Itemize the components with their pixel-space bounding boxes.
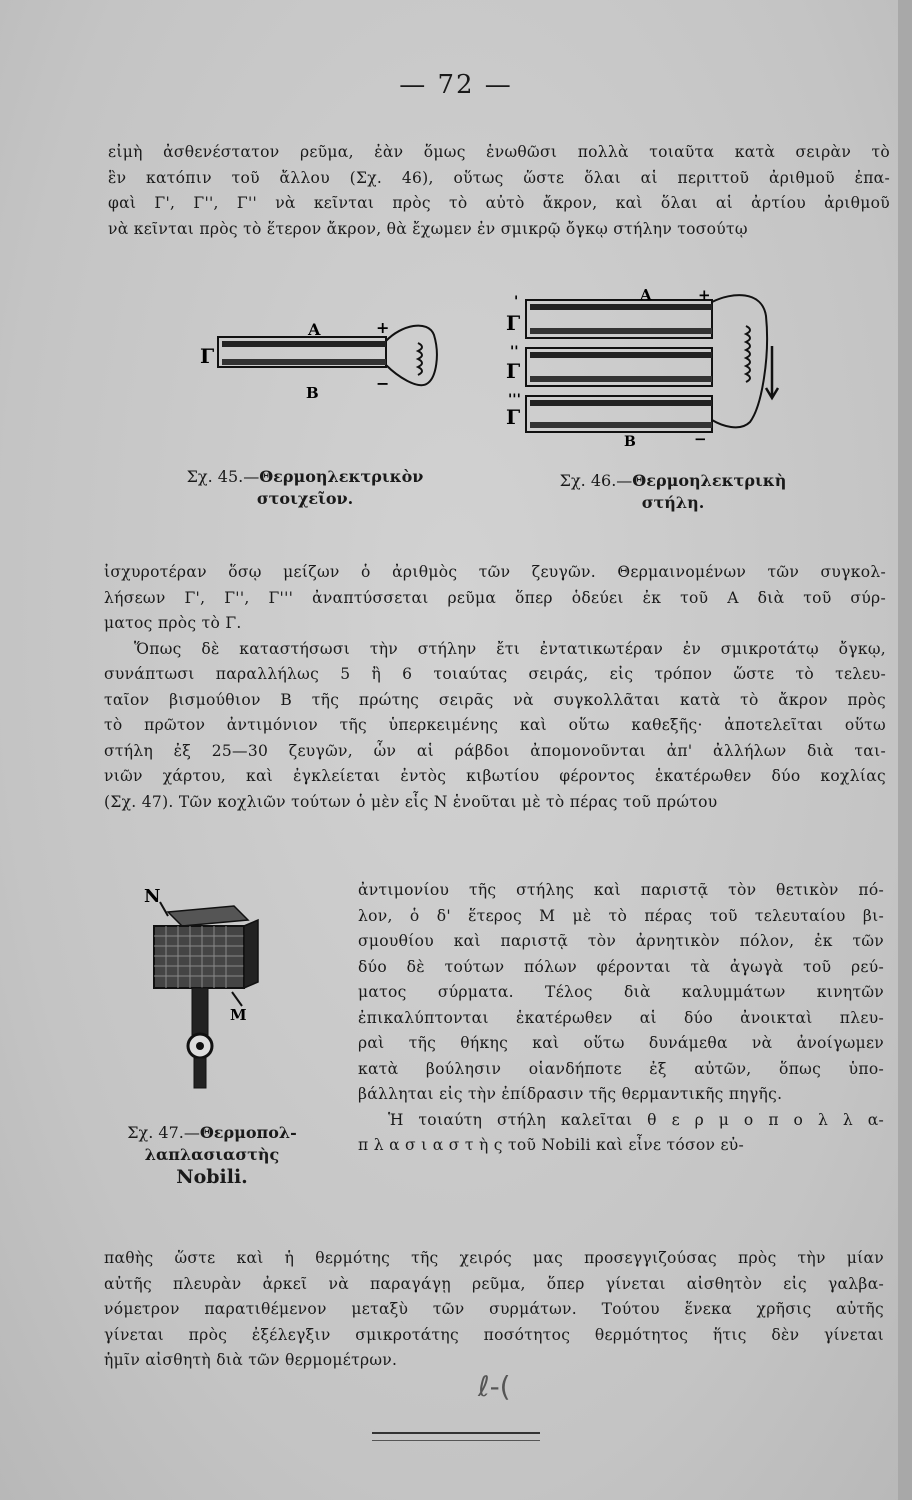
text-line: ἰσχυροτέραν ὅσῳ μείζων ὁ ἀριθμὸς τῶν ζευγῶν. Θερμαινομένων τῶν συγκολ- xyxy=(104,563,886,581)
fig46-label-plus: + xyxy=(698,286,711,304)
text-line: Ὅπως δὲ καταστήσωσι τὴν στήλην ἔτι ἐντατικωτέραν ἐν σμικροτάτῳ ὄγκῳ, xyxy=(134,639,886,658)
figure-46-caption: Σχ. 46.—Θερμοηλεκτρικὴ στήλη. xyxy=(559,471,787,512)
text-line: π λ α σ ι α σ τ ὴ ς τοῦ Nobili καὶ εἶνε τόσον εὐ- xyxy=(358,1136,745,1154)
text-line: νόμετρον παρατιθέμενον μεταξὺ τῶν συρμάτων. Τούτου ἕνεκα χρῆσις αὐτῆς xyxy=(104,1300,884,1318)
figure-45-thermocouple xyxy=(196,305,446,405)
marginal-note: ℓ-( xyxy=(478,1370,511,1403)
fig45-label-alpha: Α xyxy=(308,320,321,339)
text-line: κατὰ βούλησιν οἱανδήποτε ἐξ αὐτῶν, ὅπως ὑπο- xyxy=(358,1059,884,1078)
side-paragraph xyxy=(358,878,884,1159)
svg-text:': ' xyxy=(514,294,519,310)
text-line: λήσεων Γ', Γ'', Γ''' ἀναπτύσσεται ρεῦμα ὅπερ ὁδεύει ἐκ τοῦ Α διὰ τοῦ σύρ- xyxy=(104,588,886,607)
text-line: δύο δὲ τούτων πόλων φέρονται τὰ ἀγωγὰ τοῦ ρεύ- xyxy=(358,957,884,976)
text-line: ταῖον βισμούθιον Β τῆς πρώτης σειρᾶς νὰ συγκολλᾶται κατὰ τὸ ἄκρον πρὸς xyxy=(104,690,886,709)
text-line: φαὶ Γ', Γ'', Γ'' νὰ κεῖνται πρὸς τὸ αὐτὸ ἄκρον, καὶ ὅλαι αἱ ἀρτίου ἀριθμοῦ xyxy=(108,194,890,212)
text-line: σμουθίου καὶ παριστᾷ τὸν ἀρνητικὸν πόλον, ἐκ τῶν xyxy=(358,932,884,950)
fig47-label-n: N xyxy=(144,886,161,907)
fig47-label-m: M xyxy=(230,1006,247,1024)
page-edge xyxy=(898,0,912,1500)
text-line: νιῶν χάρτου, καὶ ἐγκλείεται ἐντὸς κιβωτίου φέροντος ἑκατέρωθεν δύο κοχλίας xyxy=(104,767,886,785)
fig46-label-alpha: Α xyxy=(640,286,652,304)
text-line: (Σχ. 47). Τῶν κοχλιῶν τούτων ὁ μὲν εἷς Ν ἑνοῦται μὲ τὸ πέρας τοῦ πρώτου xyxy=(104,792,718,811)
text-line: παθὴς ὥστε καὶ ἡ θερμότης τῆς χειρός μας προσεγγιζούσας πρὸς τὴν μίαν xyxy=(104,1249,884,1267)
text-line: ματος σύρματα. Τέλος διὰ καλυμμάτων κινητῶν xyxy=(358,983,884,1001)
text-line: ἀντιμονίου τῆς στήλης καὶ παριστᾷ τὸν θετικὸν πό- xyxy=(358,881,884,899)
text-line: ἐπικαλύπτονται ἑκατέρωθεν αἱ δύο ἀνοικταὶ πλευ- xyxy=(358,1008,884,1027)
fig46-label-gamma-2: Γ xyxy=(506,359,521,383)
page-number: — 72 — xyxy=(399,70,513,100)
middle-paragraph xyxy=(104,560,886,815)
fig45-label-gamma: Γ xyxy=(200,344,215,368)
fig45-label-plus: + xyxy=(376,318,390,337)
text-line: Ἡ τοιαύτη στήλη καλεῖται θ ε ρ μ ο π ο λ λ α- xyxy=(388,1110,884,1129)
figure-47-caption: Σχ. 47.—Θερμοπολ- λαπλασιαστὴς Nobili. xyxy=(127,1123,297,1188)
fig46-label-gamma-1: Γ xyxy=(506,311,521,335)
text-line: γίνεται πρὸς ἐξέλεγξιν σμικροτάτης ποσότητος θερμότητος ἥτις δὲν γίνεται xyxy=(104,1325,884,1344)
figure-46-thermopile xyxy=(500,286,800,446)
text-line: ἡμῖν αἰσθητὴ διὰ τῶν θερμομέτρων. xyxy=(104,1351,398,1369)
figure-45-caption: Σχ. 45.—Θερμοηλεκτρικὸν στοιχεῖον. xyxy=(186,467,424,508)
fig45-label-minus: − xyxy=(376,374,390,393)
text-line: νὰ κεῖνται πρὸς τὸ ἕτερον ἄκρον, θὰ ἔχωμεν ἐν σμικρῷ ὄγκῳ στήλην τοσούτῳ xyxy=(108,219,748,238)
fig46-label-gamma-3: Γ xyxy=(506,405,521,429)
closing-rule xyxy=(372,1432,540,1441)
text-line: ἓν κατόπιν τοῦ ἄλλου (Σχ. 46), οὕτως ὥστε ὅλαι αἱ περιττοῦ ἀριθμοῦ ἐπα- xyxy=(108,168,890,187)
bottom-paragraph xyxy=(104,1246,884,1374)
fig45-label-beta: Β xyxy=(306,384,319,402)
top-paragraph xyxy=(108,140,890,242)
svg-text:''': ''' xyxy=(508,392,521,408)
text-line: συνάπτωσι παραλλήλως 5 ἢ 6 τοιαύτας σειράς, εἰς τρόπον ὥστε τὸ τελευ- xyxy=(104,665,886,683)
text-line: τὸ πρῶτον ἀντιμόνιον τῆς ὑπερκειμένης καὶ οὕτω καθεξῆς· ἀποτελεῖται οὕτω xyxy=(104,716,886,734)
text-line: ματος πρὸς τὸ Γ. xyxy=(104,614,242,632)
text-line: εἰμὴ ἀσθενέστατον ρεῦμα, ἐὰν ὅμως ἑνωθῶσι πολλὰ τοιαῦτα κατὰ σειρὰν τὸ xyxy=(108,143,890,161)
text-line: αὐτῆς πλευρὰν ἀρκεῖ νὰ παραγάγῃ ρεῦμα, ὅπερ γίνεται αἰσθητὸν εἰς γαλβα- xyxy=(104,1274,884,1293)
text-line: βάλληται εἰς τὴν ἐπίδρασιν τῆς θερμαντικῆς πηγῆς. xyxy=(358,1085,783,1103)
fig46-label-beta: Β xyxy=(624,434,636,446)
text-line: λον, ὁ δ' ἕτερος Μ μὲ τὸ πέρας τοῦ τελευταίου βι- xyxy=(358,906,884,925)
text-line: ραὶ τῆς θήκης καὶ οὕτω δυνάμεθα νὰ ἀνοίγωμεν xyxy=(358,1034,884,1052)
text-line: στήλη ἐξ 25—30 ζευγῶν, ὧν αἱ ράβδοι ἀπομονοῦνται ἀπ' ἀλλήλων διὰ ται- xyxy=(104,741,886,760)
figure-47-thermomultiplier xyxy=(138,880,278,1100)
svg-text:'': '' xyxy=(510,344,519,360)
fig46-label-minus: − xyxy=(694,430,707,446)
